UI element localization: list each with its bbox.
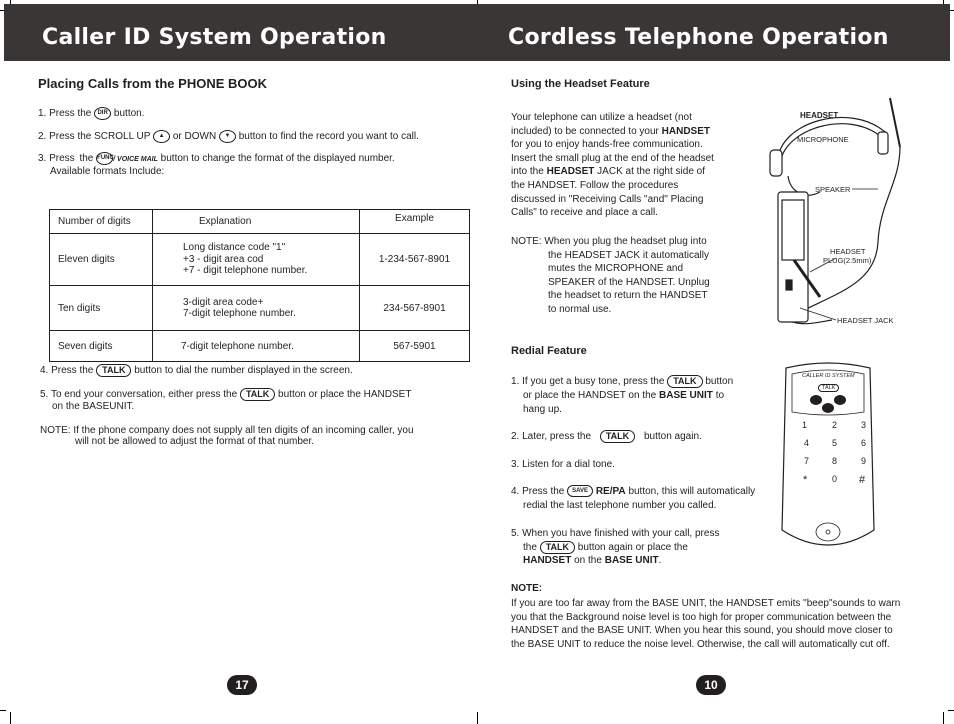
phone-key: 4 xyxy=(804,438,810,448)
headset-note: NOTE: When you plug the headset plug into the HEADSET JACK it automatically mutes the MICROPHONE and SPEAKER of the HANDSET. Unplug the headset to return the HANDSET to normal use. xyxy=(511,236,710,315)
phone-illustration xyxy=(778,360,878,556)
redial-step-5: 5. When you have finished with your call, press xyxy=(511,528,720,539)
crop-mark xyxy=(943,712,944,724)
example-cell: 234-567-8901 xyxy=(360,286,470,331)
redial-heading: Redial Feature xyxy=(511,345,587,357)
explanation-cell: 7-digit telephone number. xyxy=(153,331,360,362)
scroll-down-icon: ▼ xyxy=(219,130,236,143)
figure-label-headset: HEADSET xyxy=(800,111,839,120)
func-button-icon: FUNC xyxy=(96,152,113,165)
step-3-formats: Available formats Include: xyxy=(50,166,165,177)
redial-step-4: 4. Press the SAVE RE/PA button, this will automatically xyxy=(511,486,756,497)
scroll-up-icon: ▲ xyxy=(153,130,170,143)
format-table xyxy=(49,209,470,362)
digits-cell: Ten digits xyxy=(50,286,153,331)
table-row xyxy=(50,234,470,286)
crop-mark xyxy=(477,712,478,724)
phone-key: 8 xyxy=(832,456,838,466)
phone-key: 1 xyxy=(802,420,808,430)
phone-key: 0 xyxy=(832,474,838,484)
phone-book-heading: Placing Calls from the PHONE BOOK xyxy=(38,76,267,91)
redial-step-1-end: hang up. xyxy=(523,404,562,415)
table-row xyxy=(50,331,470,362)
redial-step-3: 3. Listen for a dial tone. xyxy=(511,459,615,470)
left-note-line-1: NOTE: If the phone company does not supply all ten digits of an incoming caller, you xyxy=(40,425,414,436)
redial-step-4-cont: redial the last telephone number you called. xyxy=(523,500,717,511)
phone-key: 7 xyxy=(804,456,810,466)
digits-cell: Eleven digits xyxy=(50,234,153,286)
phone-brand-label: CALLER ID SYSTEM xyxy=(802,373,855,379)
figure-label-jack: HEADSET JACK xyxy=(837,316,894,325)
figure-label-speaker: SPEAKER xyxy=(815,185,851,194)
phone-key: # xyxy=(859,474,866,486)
phone-key: 3 xyxy=(861,420,867,430)
phone-key: 2 xyxy=(832,420,838,430)
table-row xyxy=(50,286,470,331)
redial-step-1: 1. If you get a busy tone, press the TALK button xyxy=(511,376,734,388)
left-page-title: Caller ID System Operation xyxy=(42,25,387,50)
step-5: 5. To end your conversation, either press the TALK button or place the HANDSET xyxy=(40,389,412,401)
talk-button-icon: TALK xyxy=(540,541,575,554)
save-button-icon: SAVE xyxy=(567,485,593,497)
redial-step-1-cont: or place the HANDSET on the BASE UNIT to xyxy=(523,390,725,401)
explanation-cell: 3-digit area code+ 7-digit telephone number. xyxy=(153,286,360,331)
table-header-row xyxy=(50,210,470,234)
talk-button-icon: TALK xyxy=(96,364,131,377)
dir-button-icon: DIR xyxy=(94,107,111,120)
table-header: Explanation xyxy=(153,210,360,234)
redial-step-2: 2. Later, press the TALK button again. xyxy=(511,431,702,443)
figure-label-microphone: MICROPHONE xyxy=(797,135,849,144)
explanation-cell: Long distance code "1" +3 - digit area cod +7 - digit telephone number. xyxy=(153,234,360,286)
phone-key: 5 xyxy=(832,438,838,448)
example-cell: 567-5901 xyxy=(360,331,470,362)
final-note: If you are too far away from the BASE UNIT, the HANDSET emits "beep"sounds to warn you that the Background noise level is too high for proper communication between the HANDSET and the BASE UNIT. When you hear this sound, you should move closer to the BASE UNIT to reduce the noise level. Otherwise, the call will automatically cut off. xyxy=(511,598,901,650)
step-5-cont: on the BASEUNIT. xyxy=(52,401,135,412)
talk-button-icon: TALK xyxy=(667,375,702,388)
headset-paragraph: Your telephone can utilize a headset (not included) to be connected to your HANDSET for you to enjoy hands-free communication. Insert the small plug at the end of the headset into the HEADSET JACK at the right side of the HANDSET. Follow the procedures discussed in "Receiving Calls "and" Placing Calls" to receive and place a call. xyxy=(511,112,714,219)
digits-cell: Seven digits xyxy=(50,331,153,362)
crop-mark xyxy=(948,710,954,711)
step-4: 4. Press the TALK button to dial the number displayed in the screen. xyxy=(40,365,353,377)
redial-step-5-end: HANDSET on the BASE UNIT. xyxy=(523,555,662,566)
crop-mark xyxy=(10,712,11,724)
redial-step-5-cont: the TALK button again or place the xyxy=(523,542,688,554)
final-note-title: NOTE: xyxy=(511,583,543,594)
crop-mark xyxy=(0,710,6,711)
phone-talk-key: TALK xyxy=(818,384,839,392)
crop-mark xyxy=(950,10,954,11)
right-page-title: Cordless Telephone Operation xyxy=(508,25,889,50)
talk-button-icon: TALK xyxy=(240,388,275,401)
table-header: Example xyxy=(360,210,470,234)
header-banner xyxy=(4,4,950,61)
step-3: 3. Press the FUNC/ VOICE MAIL button to change the format of the displayed number. xyxy=(38,153,395,165)
phone-key: 6 xyxy=(861,438,867,448)
figure-label-plug-1: HEADSET xyxy=(830,247,866,256)
figure-label-plug-2: PLUG(2.5mm) xyxy=(823,256,872,265)
page-number-right: 10 xyxy=(696,675,726,695)
table-header: Number of digits xyxy=(50,210,153,234)
step-1: 1. Press the DIR button. xyxy=(38,108,145,120)
phone-key: * xyxy=(803,474,808,486)
headset-illustration xyxy=(760,92,910,332)
phone-key: 9 xyxy=(861,456,867,466)
example-cell: 1-234-567-8901 xyxy=(360,234,470,286)
talk-button-icon: TALK xyxy=(600,430,635,443)
page-number-left: 17 xyxy=(227,675,257,695)
step-2: 2. Press the SCROLL UP ▲ or DOWN ▼ button to find the record you want to call. xyxy=(38,131,419,143)
headset-heading: Using the Headset Feature xyxy=(511,78,650,90)
left-note-line-2: will not be allowed to adjust the format of that number. xyxy=(75,436,315,447)
